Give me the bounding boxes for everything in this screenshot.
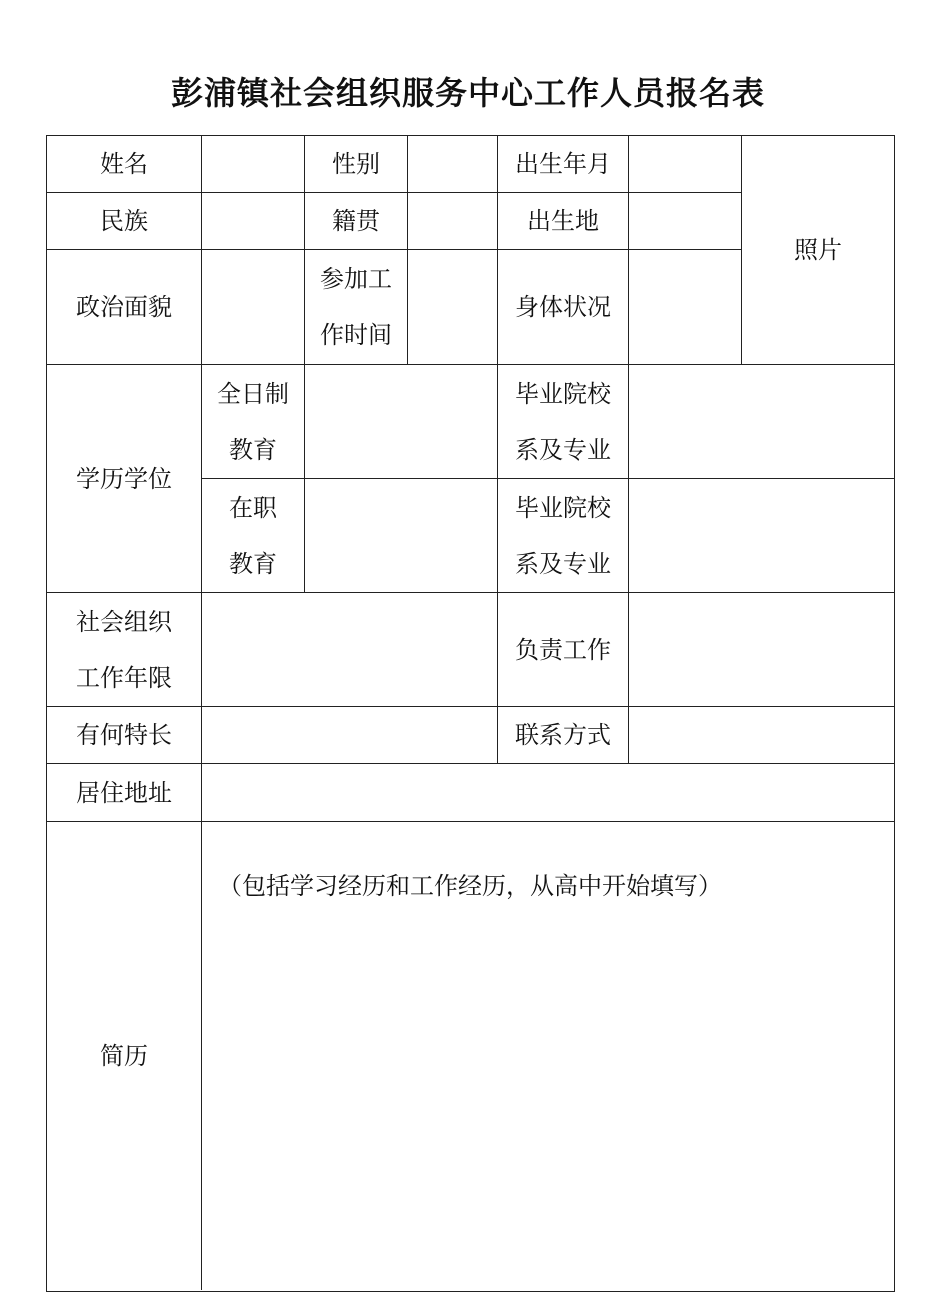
input-fulltime-education[interactable] [305, 365, 498, 479]
label-health: 身体状况 [498, 250, 629, 365]
input-address[interactable] [202, 764, 894, 822]
label-contact: 联系方式 [498, 707, 629, 764]
input-inservice-school-major[interactable] [629, 479, 894, 593]
input-gender[interactable] [408, 136, 498, 193]
input-birth-date[interactable] [629, 136, 742, 193]
label-specialties: 有何特长 [47, 707, 202, 764]
input-social-org-years[interactable] [202, 593, 498, 707]
input-ethnicity[interactable] [202, 193, 305, 250]
label-work-start-time: 参加工 作时间 [305, 250, 408, 365]
input-name[interactable] [202, 136, 305, 193]
label-political-status: 政治面貌 [47, 250, 202, 365]
label-education-degree: 学历学位 [47, 365, 202, 593]
input-responsibilities[interactable] [629, 593, 894, 707]
label-name: 姓名 [47, 136, 202, 193]
label-inservice-education: 在职 教育 [202, 479, 305, 593]
label-address: 居住地址 [47, 764, 202, 822]
input-contact[interactable] [629, 707, 894, 764]
photo-box[interactable]: 照片 [742, 136, 894, 365]
form-title: 彭浦镇社会组织服务中心工作人员报名表 [170, 74, 765, 112]
registration-form-table [46, 135, 895, 1292]
input-birthplace[interactable] [629, 193, 742, 250]
label-inservice-school-major: 毕业院校 系及专业 [498, 479, 629, 593]
label-birthplace: 出生地 [498, 193, 629, 250]
label-native-place: 籍贯 [305, 193, 408, 250]
label-ethnicity: 民族 [47, 193, 202, 250]
label-fulltime-school-major: 毕业院校 系及专业 [498, 365, 629, 479]
input-inservice-education[interactable] [305, 479, 498, 593]
resume-hint: （包括学习经历和工作经历，从高中开始填写） [218, 872, 722, 900]
input-fulltime-school-major[interactable] [629, 365, 894, 479]
input-native-place[interactable] [408, 193, 498, 250]
label-responsibilities: 负责工作 [498, 593, 629, 707]
label-fulltime-education: 全日制 教育 [202, 365, 305, 479]
input-work-start-time[interactable] [408, 250, 498, 365]
input-specialties[interactable] [202, 707, 498, 764]
label-social-org-years: 社会组织 工作年限 [47, 593, 202, 707]
label-gender: 性别 [305, 136, 408, 193]
label-resume: 简历 [47, 822, 202, 1290]
input-political-status[interactable] [202, 250, 305, 365]
input-health[interactable] [629, 250, 742, 365]
label-birth-date: 出生年月 [498, 136, 629, 193]
